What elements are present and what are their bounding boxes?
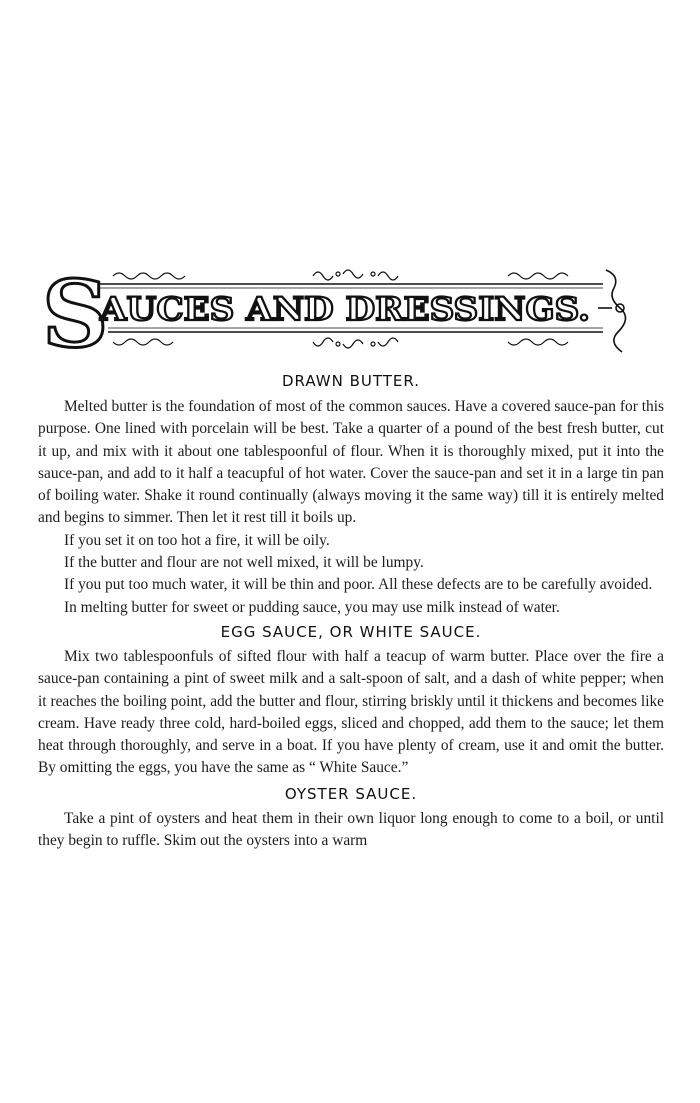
paragraph: Take a pint of oysters and heat them in their own liquor long enough to come to a boil, or until they begin to ruffle. Skim out the oysters into a warm xyxy=(38,809,664,850)
paragraph: If you put too much water, it will be thin and poor. All these defects are to be carefully avoided. xyxy=(64,576,653,594)
right-end-flourish xyxy=(598,270,626,352)
paragraph: In melting butter for sweet or pudding sauce, you may use milk instead of water. xyxy=(64,598,560,616)
bottom-scroll-ornament xyxy=(113,338,568,348)
chapter-banner xyxy=(38,262,648,362)
heading-drawn-butter: DRAWN BUTTER. xyxy=(281,372,421,390)
ornate-initial: S xyxy=(42,262,109,362)
heading-oyster-sauce: OYSTER SAUCE. xyxy=(284,784,418,803)
heading-egg-sauce: EGG SAUCE, OR WHITE SAUCE. xyxy=(220,622,482,641)
chapter-title: AUCES AND DRESSINGS. xyxy=(98,290,590,328)
paragraph: If the butter and flour are not well mixed, it will be lumpy. xyxy=(64,554,424,572)
top-scroll-ornament xyxy=(113,270,568,280)
paragraph: Melted butter is the foundation of most of the common sauces. Have a covered sauce-pan for this purpose. One lined with porcelain will be best. Take a quarter of a pound of the best fresh butter, cut it up, and mix with it about one tablespoonful of flour. When it is thoroughly mixed, put it into the sauce-pan, and add to it half a teacupful of hot water. Cover the sauce-pan and set it in a large tin pan of boiling water. Shake it round continually (always moving it the same way) till it is entirely melted and begins to simmer. Then let it rest till it boils up. xyxy=(38,398,664,527)
paragraph: If you set it on too hot a fire, it will be oily. xyxy=(64,531,330,549)
ornamental-banner-graphic xyxy=(38,262,648,362)
paragraph: Mix two tablespoonfuls of sifted flour with half a teacup of warm butter. Place over the fire a sauce-pan containing a pint of sweet milk and a salt-spoon of salt, and a dash of white pepper; when it reaches the boiling point, add the butter and flour, stirring briskly until it thickens and becomes like cream. Have ready three cold, hard-boiled eggs, sliced and chopped, add them to the sauce; let them heat through thoroughly, and serve in a boat. If you have plenty of cream, use it and omit the butter. By omitting the eggs, you have the same as “ White Sauce.” xyxy=(38,647,664,777)
text-body xyxy=(38,372,664,852)
